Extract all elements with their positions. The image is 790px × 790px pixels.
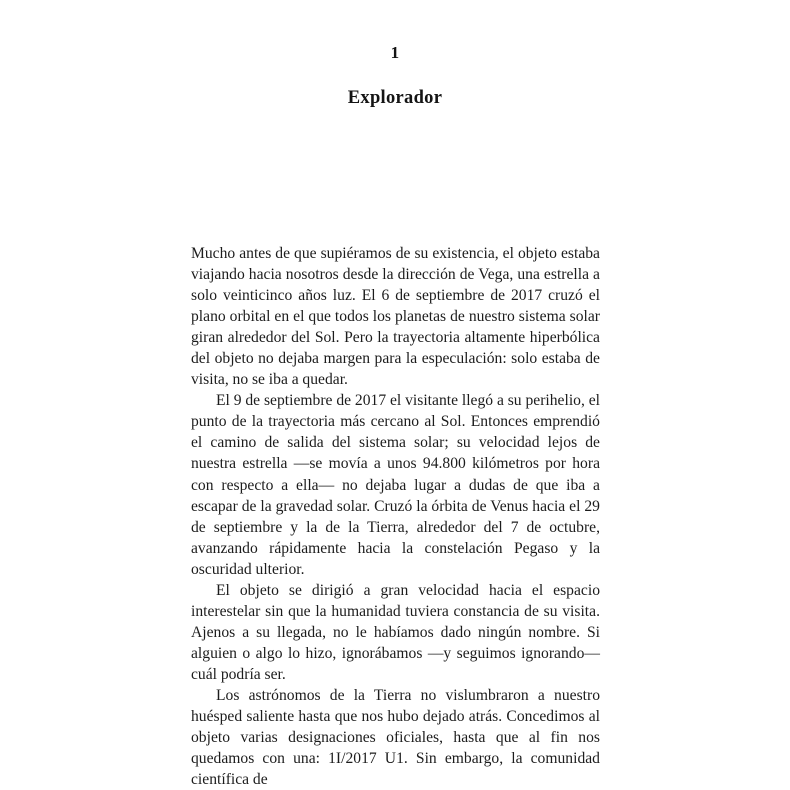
body-paragraph: Los astrónomos de la Tierra no vislumbraron a nuestro huésped saliente hasta que nos hubo dejado atrás. Concedimos al objeto varias designaciones oficiales, hasta que al fin nos quedamos con una: 1I/2017 U1. Sin embargo, la comunidad científica de xyxy=(191,686,600,789)
chapter-heading xyxy=(0,42,790,110)
body-paragraph: Mucho antes de que supiéramos de su existencia, el objeto estaba viajando hacia nosotros desde la dirección de Vega, una estrella a solo veinticinco años luz. El 6 de septiembre de 2017 cruzó el plano orbital en el que todos los planetas de nuestro sistema solar giran alrededor del Sol. Pero la trayectoria altamente hiperbólica del objeto no dejaba margen para la especulación: solo estaba de visita, no se iba a quedar. xyxy=(191,245,600,389)
chapter-title: Explorador xyxy=(347,88,443,108)
body-paragraph: El objeto se dirigió a gran velocidad hacia el espacio interestelar sin que la humanidad tuviera constancia de su visita. Ajenos a su llegada, no le habíamos dado ningún nombre. Si alguien o algo lo hizo, ignorábamos —y seguimos ignorando— cuál podría ser. xyxy=(191,581,600,683)
chapter-number: 1 xyxy=(390,43,400,62)
body-paragraph: El 9 de septiembre de 2017 el visitante llegó a su perihelio, el punto de la trayectoria más cercano al Sol. Entonces emprendió el camino de salida del sistema solar; su velocidad lejos de nuestra estrella —se movía a unos 94.800 kilómetros por hora con respecto a ella— no dejaba lugar a dudas de que iba a escapar de la gravedad solar. Cruzó la órbita de Venus hacia el 29 de septiembre y la de la Tierra, alrededor del 7 de octubre, avanzando rápidamente hacia la constelación Pegaso y la oscuridad ulterior. xyxy=(191,392,600,578)
body-text-block xyxy=(191,243,600,790)
